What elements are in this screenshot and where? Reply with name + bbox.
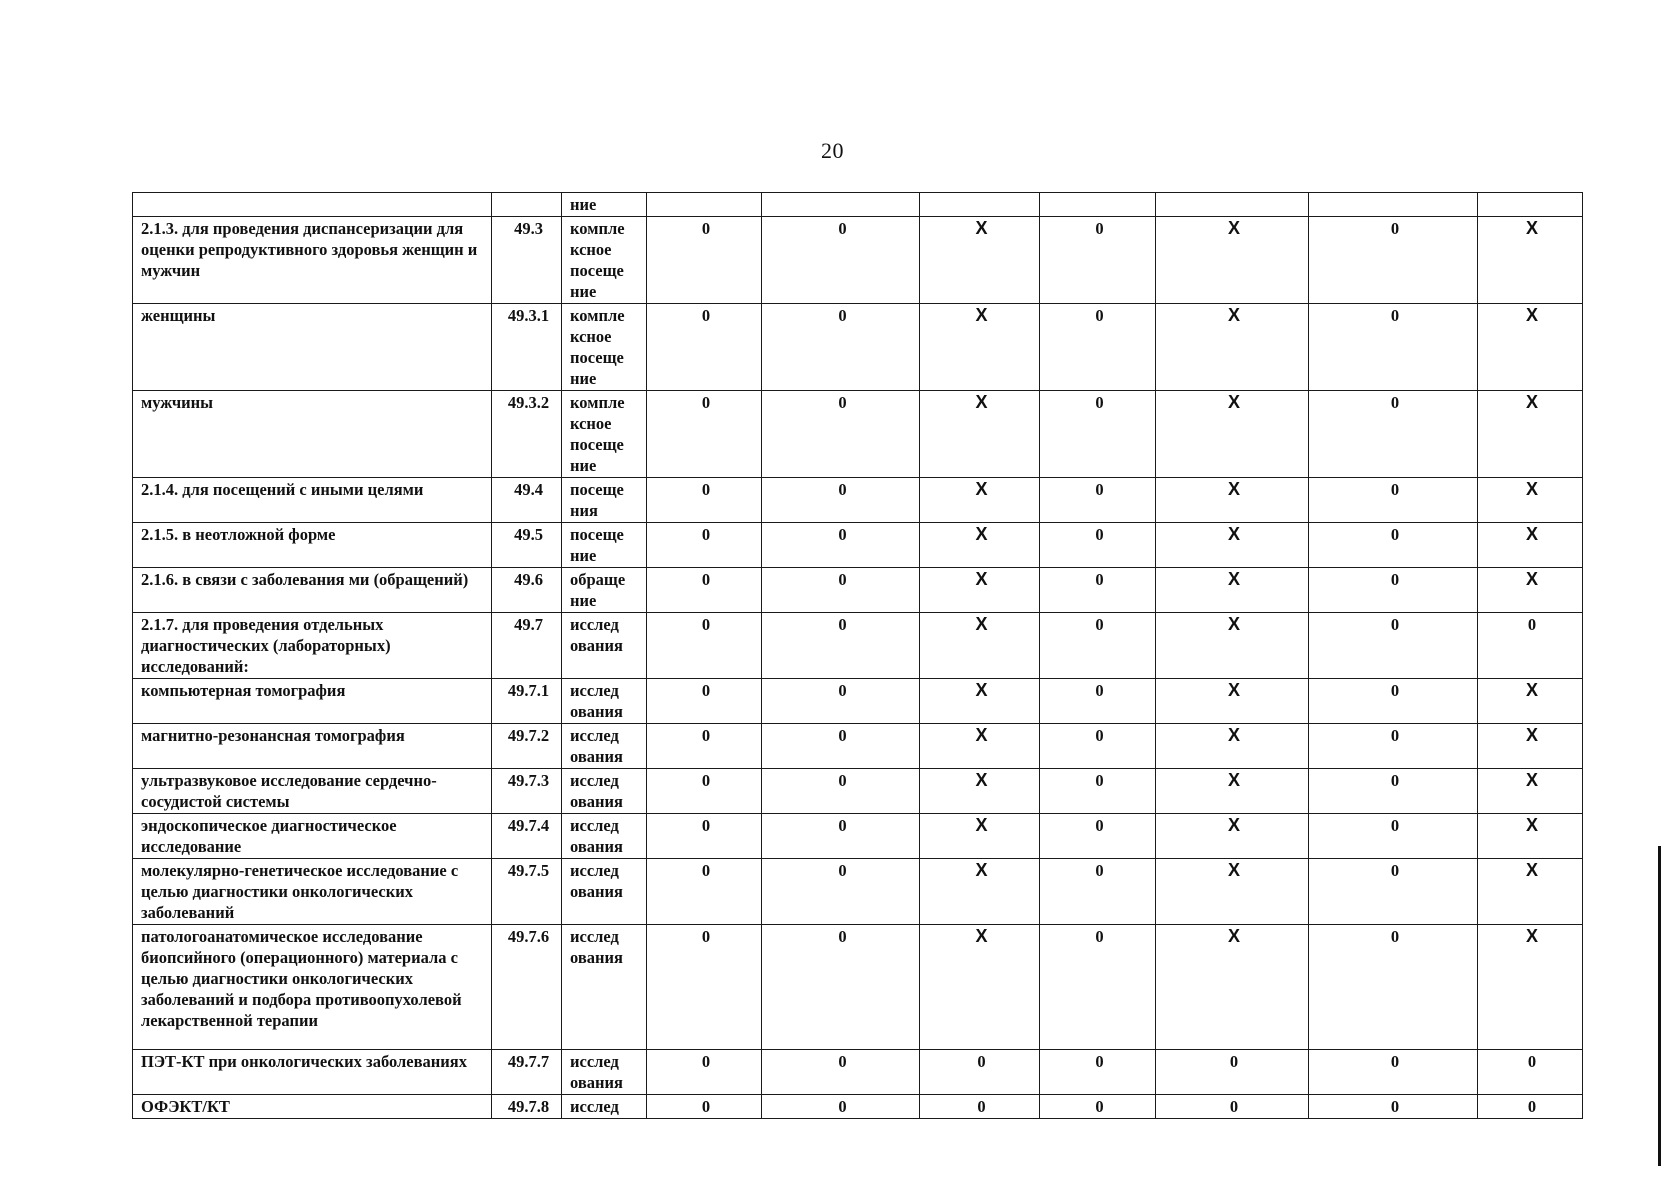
- row-code-cell: 49.7.4: [492, 814, 562, 859]
- value-cell: 0: [762, 1050, 920, 1095]
- value-cell: 0: [647, 613, 762, 679]
- value-cell: X: [920, 679, 1040, 724]
- row-code-cell: 49.7.7: [492, 1050, 562, 1095]
- value-cell: X: [1478, 523, 1583, 568]
- value-cell: 0: [1040, 769, 1156, 814]
- value-cell: 0: [1309, 679, 1478, 724]
- value-cell: X: [1156, 613, 1309, 679]
- row-code-cell: 49.4: [492, 478, 562, 523]
- value-cell: X: [1156, 925, 1309, 1050]
- row-name-cell: 2.1.6. в связи с заболевания ми (обращений): [133, 568, 492, 613]
- value-cell: X: [1156, 859, 1309, 925]
- value-cell: X: [1156, 304, 1309, 391]
- value-cell: [1040, 193, 1156, 217]
- table-row: [133, 679, 1583, 724]
- value-cell: 0: [762, 859, 920, 925]
- row-code-cell: [492, 193, 562, 217]
- row-name-cell: мужчины: [133, 391, 492, 478]
- row-name-cell: молекулярно-генетическое исследование с целью диагностики онкологических заболеваний: [133, 859, 492, 925]
- value-cell: X: [1156, 478, 1309, 523]
- value-cell: 0: [1309, 568, 1478, 613]
- value-cell: X: [1156, 523, 1309, 568]
- row-unit-cell: компле ксное посеще ние: [562, 217, 647, 304]
- value-cell: 0: [1040, 478, 1156, 523]
- value-cell: 0: [762, 1095, 920, 1119]
- row-unit-cell: компле ксное посеще ние: [562, 304, 647, 391]
- value-cell: [1478, 193, 1583, 217]
- value-cell: 0: [647, 925, 762, 1050]
- value-cell: 0: [1478, 613, 1583, 679]
- value-cell: 0: [762, 304, 920, 391]
- row-name-cell: ультразвуковое исследование сердечно-сосудистой системы: [133, 769, 492, 814]
- row-unit-cell: исслед ования: [562, 925, 647, 1050]
- value-cell: 0: [1309, 925, 1478, 1050]
- row-unit-cell: исслед ования: [562, 724, 647, 769]
- value-cell: 0: [920, 1050, 1040, 1095]
- value-cell: X: [1478, 391, 1583, 478]
- value-cell: 0: [920, 1095, 1040, 1119]
- row-unit-cell: исслед: [562, 1095, 647, 1119]
- value-cell: 0: [647, 859, 762, 925]
- table-row: [133, 613, 1583, 679]
- value-cell: X: [1478, 679, 1583, 724]
- value-cell: X: [1156, 568, 1309, 613]
- row-name-cell: компьютерная томография: [133, 679, 492, 724]
- table-row: [133, 217, 1583, 304]
- value-cell: X: [1156, 391, 1309, 478]
- row-name-cell: магнитно-резонансная томография: [133, 724, 492, 769]
- row-code-cell: 49.3.1: [492, 304, 562, 391]
- value-cell: 0: [647, 724, 762, 769]
- scan-edge-mark: [1658, 846, 1661, 1166]
- value-cell: X: [920, 217, 1040, 304]
- page-number: 20: [821, 138, 844, 163]
- row-unit-cell: посеще ния: [562, 478, 647, 523]
- value-cell: X: [920, 814, 1040, 859]
- value-cell: 0: [1309, 523, 1478, 568]
- value-cell: 0: [1040, 523, 1156, 568]
- value-cell: X: [920, 304, 1040, 391]
- value-cell: X: [1478, 859, 1583, 925]
- table-row: [133, 1050, 1583, 1095]
- value-cell: 0: [1309, 769, 1478, 814]
- table-row: [133, 925, 1583, 1050]
- value-cell: X: [1156, 679, 1309, 724]
- table-row: [133, 304, 1583, 391]
- value-cell: 0: [647, 523, 762, 568]
- row-code-cell: 49.7.6: [492, 925, 562, 1050]
- table-row: [133, 568, 1583, 613]
- value-cell: X: [920, 613, 1040, 679]
- value-cell: 0: [647, 1050, 762, 1095]
- value-cell: [1309, 193, 1478, 217]
- row-name-cell: эндоскопическое диагностическое исследование: [133, 814, 492, 859]
- value-cell: 0: [647, 391, 762, 478]
- value-cell: X: [1478, 724, 1583, 769]
- value-cell: 0: [647, 478, 762, 523]
- row-unit-cell: исслед ования: [562, 814, 647, 859]
- data-table: [132, 192, 1583, 1119]
- value-cell: 0: [1040, 925, 1156, 1050]
- row-unit-cell: исслед ования: [562, 679, 647, 724]
- table-row: [133, 391, 1583, 478]
- row-name-cell: 2.1.5. в неотложной форме: [133, 523, 492, 568]
- value-cell: X: [1478, 217, 1583, 304]
- row-code-cell: 49.6: [492, 568, 562, 613]
- value-cell: 0: [1309, 1095, 1478, 1119]
- value-cell: 0: [1040, 679, 1156, 724]
- row-unit-cell: исслед ования: [562, 859, 647, 925]
- value-cell: 0: [647, 679, 762, 724]
- value-cell: 0: [647, 769, 762, 814]
- row-name-cell: ПЭТ-КТ при онкологических заболеваниях: [133, 1050, 492, 1095]
- table-row: [133, 1095, 1583, 1119]
- value-cell: 0: [1309, 613, 1478, 679]
- value-cell: [920, 193, 1040, 217]
- table-row: [133, 814, 1583, 859]
- value-cell: 0: [647, 304, 762, 391]
- value-cell: X: [920, 391, 1040, 478]
- table-row: [133, 478, 1583, 523]
- value-cell: 0: [762, 391, 920, 478]
- row-name-cell: ОФЭКТ/КТ: [133, 1095, 492, 1119]
- value-cell: 0: [1040, 724, 1156, 769]
- value-cell: [1156, 193, 1309, 217]
- value-cell: 0: [1040, 1050, 1156, 1095]
- row-code-cell: 49.3: [492, 217, 562, 304]
- row-name-cell: 2.1.7. для проведения отдельных диагностических (лабораторных) исследований:: [133, 613, 492, 679]
- row-code-cell: 49.3.2: [492, 391, 562, 478]
- value-cell: 0: [1040, 859, 1156, 925]
- value-cell: 0: [1478, 1050, 1583, 1095]
- row-unit-cell: обраще ние: [562, 568, 647, 613]
- value-cell: [762, 193, 920, 217]
- value-cell: X: [920, 478, 1040, 523]
- table-body: [133, 193, 1583, 1119]
- value-cell: X: [920, 568, 1040, 613]
- row-code-cell: 49.7.1: [492, 679, 562, 724]
- row-unit-cell: компле ксное посеще ние: [562, 391, 647, 478]
- value-cell: X: [920, 769, 1040, 814]
- value-cell: 0: [762, 217, 920, 304]
- value-cell: 0: [1040, 304, 1156, 391]
- row-name-cell: патологоанатомическое исследование биопсийного (операционного) материала с целью диагностики онкологических заболеваний и подбора противоопухолевой лекарственной терапии: [133, 925, 492, 1050]
- row-name-cell: 2.1.3. для проведения диспансеризации для оценки репродуктивного здоровья женщин и мужчин: [133, 217, 492, 304]
- value-cell: 0: [1040, 613, 1156, 679]
- value-cell: 0: [647, 568, 762, 613]
- row-code-cell: 49.7: [492, 613, 562, 679]
- value-cell: 0: [762, 568, 920, 613]
- value-cell: 0: [1309, 217, 1478, 304]
- value-cell: 0: [1478, 1095, 1583, 1119]
- value-cell: 0: [647, 217, 762, 304]
- value-cell: 0: [1040, 568, 1156, 613]
- row-unit-cell: исслед ования: [562, 769, 647, 814]
- value-cell: X: [1478, 814, 1583, 859]
- value-cell: 0: [647, 814, 762, 859]
- row-name-cell: [133, 193, 492, 217]
- row-unit-cell: посеще ние: [562, 523, 647, 568]
- row-code-cell: 49.7.2: [492, 724, 562, 769]
- value-cell: 0: [1309, 859, 1478, 925]
- value-cell: 0: [762, 724, 920, 769]
- row-name-cell: женщины: [133, 304, 492, 391]
- row-name-cell: 2.1.4. для посещений с иными целями: [133, 478, 492, 523]
- value-cell: 0: [1309, 724, 1478, 769]
- value-cell: X: [1156, 217, 1309, 304]
- value-cell: 0: [1156, 1095, 1309, 1119]
- value-cell: 0: [1309, 304, 1478, 391]
- row-code-cell: 49.5: [492, 523, 562, 568]
- row-unit-cell: исслед ования: [562, 613, 647, 679]
- value-cell: X: [1156, 814, 1309, 859]
- value-cell: 0: [762, 679, 920, 724]
- value-cell: 0: [762, 478, 920, 523]
- value-cell: X: [1156, 724, 1309, 769]
- value-cell: 0: [1040, 1095, 1156, 1119]
- value-cell: 0: [1156, 1050, 1309, 1095]
- value-cell: X: [920, 925, 1040, 1050]
- value-cell: 0: [1040, 391, 1156, 478]
- value-cell: 0: [762, 814, 920, 859]
- value-cell: 0: [762, 613, 920, 679]
- value-cell: X: [920, 523, 1040, 568]
- value-cell: 0: [762, 925, 920, 1050]
- row-code-cell: 49.7.8: [492, 1095, 562, 1119]
- value-cell: 0: [762, 523, 920, 568]
- value-cell: X: [920, 724, 1040, 769]
- row-code-cell: 49.7.3: [492, 769, 562, 814]
- value-cell: 0: [1309, 391, 1478, 478]
- value-cell: 0: [647, 1095, 762, 1119]
- table-row: [133, 859, 1583, 925]
- value-cell: X: [1156, 769, 1309, 814]
- value-cell: 0: [1309, 1050, 1478, 1095]
- table-row: [133, 523, 1583, 568]
- value-cell: X: [1478, 925, 1583, 1050]
- value-cell: X: [920, 859, 1040, 925]
- value-cell: [647, 193, 762, 217]
- table-row: [133, 724, 1583, 769]
- value-cell: 0: [1309, 814, 1478, 859]
- value-cell: X: [1478, 769, 1583, 814]
- value-cell: 0: [1040, 217, 1156, 304]
- table-row: [133, 769, 1583, 814]
- row-unit-cell: исслед ования: [562, 1050, 647, 1095]
- row-unit-cell: ние: [562, 193, 647, 217]
- value-cell: X: [1478, 304, 1583, 391]
- value-cell: 0: [1309, 478, 1478, 523]
- table-row: [133, 193, 1583, 217]
- value-cell: 0: [762, 769, 920, 814]
- row-code-cell: 49.7.5: [492, 859, 562, 925]
- value-cell: X: [1478, 478, 1583, 523]
- value-cell: 0: [1040, 814, 1156, 859]
- value-cell: X: [1478, 568, 1583, 613]
